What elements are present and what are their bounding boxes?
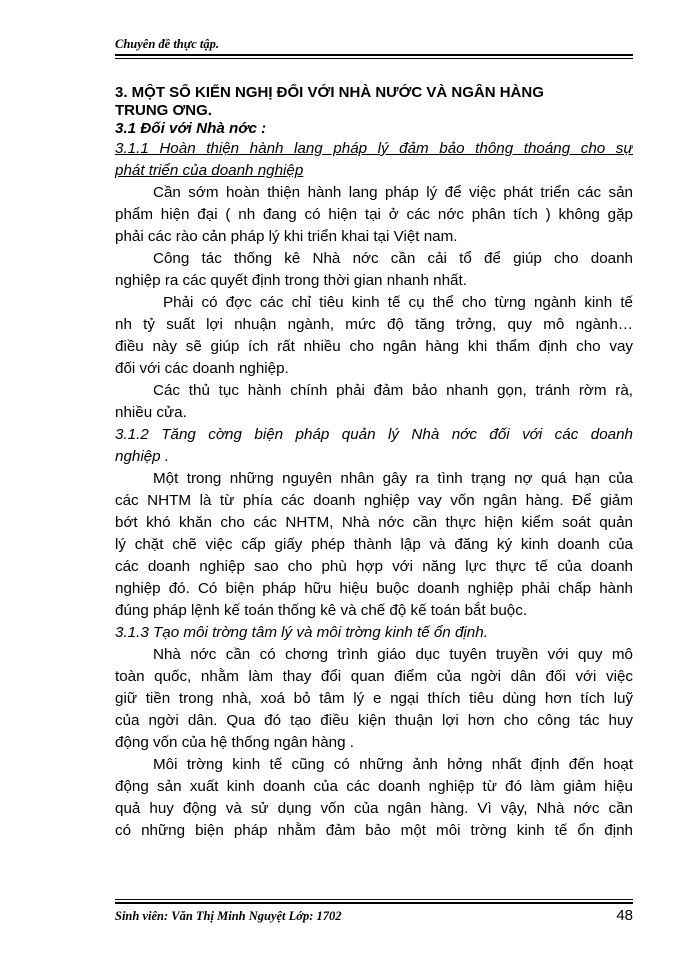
paragraph-line: quả huy động và sử dụng vốn của ngân hàng. Vì vậy, Nhà nớc cần [115,800,633,817]
paragraph-line: nh tỷ suất lợi nhuận ngành, mức độ tăng trởng, quy mô ngành… [115,316,633,333]
footer-author: Sinh viên: Văn Thị Minh Nguyệt Lớp: 1702 [115,909,342,923]
subsection-heading: 3.1 Đối với Nhà nớc : [115,120,267,137]
subsubsection-heading: 3.1.1 Hoàn thiện hành lang pháp lý đảm bảo thông thoáng cho sự [115,140,633,157]
paragraph-line: động vốn của hệ thống ngân hàng . [115,734,354,751]
paragraph-line: Cần sớm hoàn thiện hành lang pháp lý để việc phát triển các sản [153,184,633,201]
section-heading: 3. MỘT SỐ KIẾN NGHỊ ĐỐI VỚI NHÀ NƯỚC VÀ NGÂN HÀNG [115,84,544,101]
paragraph-line: của ngời dân. Qua đó tạo điều kiện thuận lợi hơn cho công tác huy [115,712,633,729]
paragraph-line: các doanh nghiệp sao cho phù hợp với năng lực thực tế của doanh [115,558,633,575]
paragraph-line: giữ tiền trong nhà, xoá bỏ tâm lý e ngại thích tiêu dùng hơn tích luỹ [115,690,633,707]
paragraph-line: phải các rào cản pháp lý khi triển khai tại Việt nam. [115,228,458,245]
paragraph-line: bớt khó khăn cho các NHTM, Nhà nớc cần thực hiện kiểm soát quản [115,514,633,531]
paragraph-line: Các thủ tục hành chính phải đảm bảo nhanh gọn, tránh rờm rà, [153,382,633,399]
paragraph-line: toàn quốc, nhằm làm thay đổi quan điểm của ngời dân đối với việc [115,668,633,685]
paragraph-line: phẩm hiện đại ( nh đang có hiện tại ở các nớc phân tích ) không gặp [115,206,633,223]
paragraph-line: đúng pháp lệnh kế toán thống kê và chế độ kế toán bắt buộc. [115,602,528,619]
paragraph-line: lý chặt chẽ việc cấp giấy phép thành lập và đăng ký kinh doanh của [115,536,633,553]
footer-rule-thin [115,899,633,900]
subsubsection-heading-cont: phát triển của doanh nghiệp [115,162,304,179]
subsubsection-heading-cont: nghiệp . [115,448,170,465]
header-rule-thick [115,54,633,56]
paragraph-line: có những biện pháp nhằm đảm bảo một môi trờng kinh tế ổn định [115,822,633,839]
subsubsection-heading: 3.1.3 Tạo môi trờng tâm lý và môi trờng kinh tế ổn định. [115,624,488,641]
subsubsection-heading: 3.1.2 Tăng cờng biện pháp quản lý Nhà nớc đối với các doanh [115,426,633,443]
paragraph-line: động sản xuất kinh doanh của các doanh nghiệp từ đó làm giảm hiệu [115,778,633,795]
header-rule-thin [115,58,633,59]
running-header: Chuyên đề thực tập. [115,37,220,51]
paragraph-line: nghiệp ra các quyết định trong thời gian nhanh nhất. [115,272,467,289]
document-body [115,84,633,842]
section-heading-cont: TRUNG ƠNG. [115,102,212,119]
paragraph-line: các NHTM là từ phía các doanh nghiệp vay vốn ngân hàng. Để giảm [115,492,633,509]
paragraph-line: đối với các doanh nghiệp. [115,360,289,377]
paragraph-line: Nhà nớc cần có chơng trình giáo dục tuyên truyền với quy mô [153,646,633,663]
paragraph-line: Môi trờng kinh tế cũng có những ảnh hởng nhất định đến hoạt [153,756,633,773]
page-number: 48 [616,907,633,924]
paragraph-line: Công tác thống kê Nhà nớc cần cải tổ để giúp cho doanh [153,250,633,267]
paragraph-line: Phải có đợc các chỉ tiêu kinh tế cụ thể cho từng ngành kinh tế [163,294,633,311]
paragraph-line: Một trong những nguyên nhân gây ra tình trạng nợ quá hạn của [153,470,633,487]
paragraph-line: nhiều cửa. [115,404,187,421]
footer-rule-thick [115,902,633,904]
paragraph-line: điều này sẽ giúp ích rất nhiều cho ngân hàng khi thẩm định cho vay [115,338,633,355]
paragraph-line: nghiệp đó. Có biện pháp hữu hiệu buộc doanh nghiệp phải chấp hành [115,580,633,597]
